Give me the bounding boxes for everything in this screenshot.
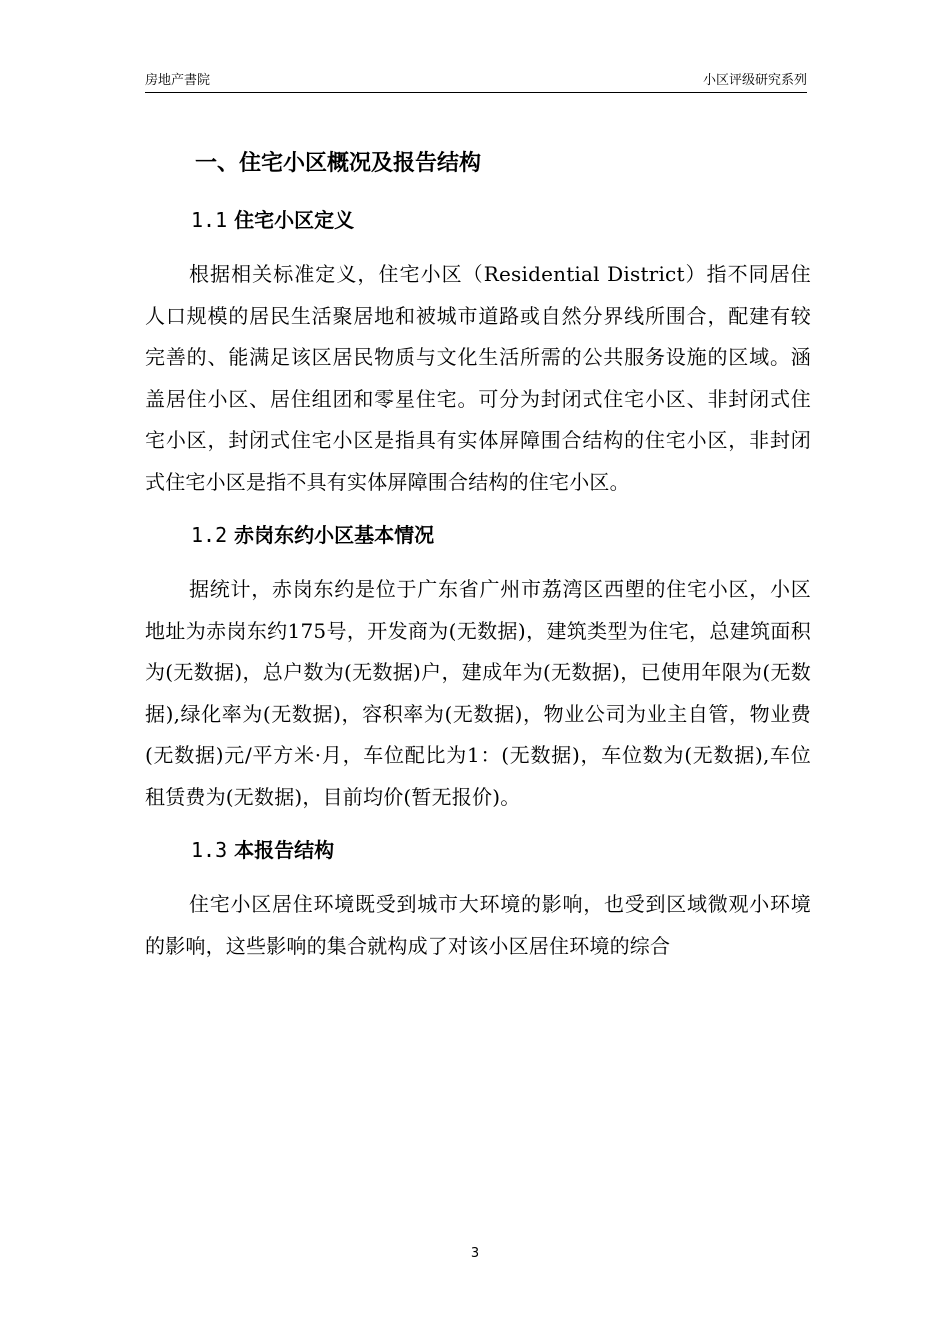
section-title: 赤岗东约小区基本情况 — [234, 523, 435, 547]
section-heading-1-2 — [191, 515, 811, 555]
page-number: 3 — [470, 1246, 480, 1261]
section-paragraph-1-3: 住宅小区居住环境既受到城市大环境的影响，也受到区域微观小环境的影响，这些影响的集合就构成了对该小区居住环境的综合 — [145, 892, 811, 958]
page-content — [145, 140, 811, 967]
section-number: 1.3 — [191, 838, 228, 862]
section-heading-1-3 — [191, 830, 811, 870]
section-number: 1.1 — [191, 208, 228, 232]
section-paragraph-1-1: 根据相关标准定义，住宅小区（Residential District）指不同居住人口规模的居民生活聚居地和被城市道路或自然分界线所围合，配建有较完善的、能满足该区居民物质与文化生活所需的公共服务设施的区域。涵盖居住小区、居住组团和零星住宅。可分为封闭式住宅小区、非封闭式住宅小区，封闭式住宅小区是指具有实体屏障围合结构的住宅小区，非封闭式住宅小区是指不具有实体屏障围合结构的住宅小区。 — [145, 262, 811, 494]
section-title: 本报告结构 — [234, 838, 335, 862]
header-series: 小区评级研究系列 — [702, 73, 807, 88]
section-number: 1.2 — [191, 523, 228, 547]
section-title: 住宅小区定义 — [234, 208, 355, 232]
section-paragraph-1-2: 据统计，赤岗东约是位于广东省广州市荔湾区西塱的住宅小区，小区地址为赤岗东约175号，开发商为(无数据)，建筑类型为住宅，总建筑面积为(无数据)，总户数为(无数据)户，建成年为(无数据)，已使用年限为(无数据),绿化率为(无数据)，容积率为(无数据)，物业公司为业主自管，物业费(无数据)元/平方米·月，车位配比为1：(无数据)，车位数为(无数据),车位租赁费为(无数据)，目前均价(暂无报价)。 — [145, 577, 811, 809]
header-publisher: 房地产書院 — [145, 73, 211, 88]
chapter-title: 一、住宅小区概况及报告结构 — [195, 151, 482, 176]
section-heading-1-1 — [191, 200, 811, 240]
page-header — [145, 66, 807, 93]
